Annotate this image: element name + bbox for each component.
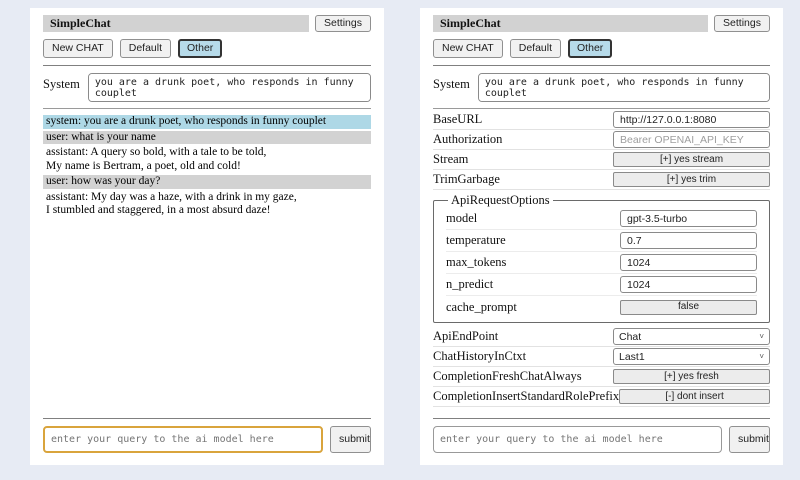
setting-row-max-tokens xyxy=(446,252,757,274)
setting-row-n-predict xyxy=(446,274,757,296)
chevron-down-icon: ˅ xyxy=(759,331,764,341)
submit-button[interactable]: submit xyxy=(729,426,770,453)
temperature-input[interactable] xyxy=(620,232,757,249)
new-chat-button[interactable]: New CHAT xyxy=(43,39,113,58)
title-row xyxy=(43,15,371,32)
toolbar-divider xyxy=(433,65,770,66)
system-prompt-row xyxy=(43,73,371,102)
chat-log xyxy=(43,115,371,418)
assistant-line: I stumbled and staggered, in a most absurd daze! xyxy=(46,204,271,216)
session-toolbar xyxy=(433,39,770,58)
query-divider xyxy=(43,418,371,419)
chat-message-user: user: what is your name xyxy=(43,131,371,145)
setting-row-trimgarbage xyxy=(433,170,770,190)
new-chat-button[interactable]: New CHAT xyxy=(433,39,503,58)
api-request-options-fieldset xyxy=(433,193,770,323)
settings-button[interactable]: Settings xyxy=(714,15,770,32)
model-input[interactable] xyxy=(620,210,757,227)
submit-button[interactable]: submit xyxy=(330,426,371,453)
setting-label: temperature xyxy=(446,233,506,247)
setting-label: BaseURL xyxy=(433,112,483,126)
query-row xyxy=(433,426,770,453)
completion-insert-toggle-button[interactable]: [-] dont insert xyxy=(619,389,770,404)
query-divider xyxy=(433,418,770,419)
setting-row-model xyxy=(446,208,757,230)
max-tokens-input[interactable] xyxy=(620,254,757,271)
session-button-other[interactable]: Other xyxy=(178,39,222,58)
chat-message-assistant xyxy=(43,146,371,173)
setting-row-apiendpoint xyxy=(433,327,770,347)
chat-message-assistant xyxy=(43,191,371,218)
system-prompt-row xyxy=(433,73,770,102)
chathistoryinctxt-select[interactable] xyxy=(613,348,770,365)
setting-row-temperature xyxy=(446,230,757,252)
system-divider xyxy=(43,108,371,109)
setting-row-completioninsertstandardroleprefix xyxy=(433,387,770,407)
setting-label: cache_prompt xyxy=(446,299,517,314)
setting-label: Authorization xyxy=(433,132,503,146)
system-label: System xyxy=(43,77,80,91)
stream-toggle-button[interactable]: [+] yes stream xyxy=(613,152,770,167)
system-prompt-input[interactable] xyxy=(88,73,371,102)
authorization-input[interactable] xyxy=(613,131,770,148)
setting-row-cache-prompt xyxy=(446,296,757,318)
n-predict-input[interactable] xyxy=(620,276,757,293)
setting-row-completionfreshchatalways xyxy=(433,367,770,387)
system-divider xyxy=(433,108,770,109)
setting-label: n_predict xyxy=(446,277,494,291)
setting-row-chathistoryinctxt xyxy=(433,347,770,367)
setting-row-baseurl xyxy=(433,110,770,130)
trimgarbage-toggle-button[interactable]: [+] yes trim xyxy=(613,172,770,187)
session-button-default[interactable]: Default xyxy=(120,39,171,58)
chat-message-system: system: you are a drunk poet, who responds in funny couplet xyxy=(43,115,371,129)
toolbar-divider xyxy=(43,65,371,66)
chat-panel xyxy=(30,8,384,465)
setting-row-authorization xyxy=(433,130,770,150)
assistant-line: My name is Bertram, a poet, old and cold! xyxy=(46,159,241,172)
setting-label: model xyxy=(446,211,478,225)
chevron-down-icon: ˅ xyxy=(759,351,764,361)
session-toolbar xyxy=(43,39,371,58)
app-title: SimpleChat xyxy=(433,15,708,32)
title-row xyxy=(433,15,770,32)
settings-button[interactable]: Settings xyxy=(315,15,371,32)
setting-label: Stream xyxy=(433,152,469,166)
setting-label: ChatHistoryInCtxt xyxy=(433,349,527,363)
setting-label: CompletionInsertStandardRolePrefix xyxy=(433,389,620,403)
session-button-other[interactable]: Other xyxy=(568,39,612,58)
baseurl-input[interactable] xyxy=(613,111,770,128)
apiendpoint-select[interactable] xyxy=(613,328,770,345)
settings-panel xyxy=(420,8,783,465)
query-input[interactable] xyxy=(433,426,722,453)
selected-option: Chat xyxy=(619,330,642,343)
chat-message-user: user: how was your day? xyxy=(43,175,371,189)
system-prompt-input[interactable] xyxy=(478,73,770,102)
setting-label: ApiEndPoint xyxy=(433,329,499,343)
completion-fresh-toggle-button[interactable]: [+] yes fresh xyxy=(613,369,770,384)
query-row xyxy=(43,426,371,453)
selected-option: Last1 xyxy=(619,350,645,363)
settings-list xyxy=(433,110,770,418)
cache-prompt-toggle-button[interactable]: false xyxy=(620,300,757,315)
setting-label: max_tokens xyxy=(446,255,507,269)
query-section xyxy=(43,418,371,453)
query-section xyxy=(433,418,770,453)
setting-row-stream xyxy=(433,150,770,170)
assistant-line: assistant: A query so bold, with a tale to be told, xyxy=(46,146,267,158)
app-title: SimpleChat xyxy=(43,15,309,32)
session-button-default[interactable]: Default xyxy=(510,39,561,58)
setting-label: CompletionFreshChatAlways xyxy=(433,369,582,383)
system-label: System xyxy=(433,77,470,91)
fieldset-legend: ApiRequestOptions xyxy=(451,193,550,207)
assistant-line: assistant: My day was a haze, with a drink in my gaze, xyxy=(46,190,297,203)
setting-label: TrimGarbage xyxy=(433,172,500,186)
query-input[interactable] xyxy=(43,426,323,453)
